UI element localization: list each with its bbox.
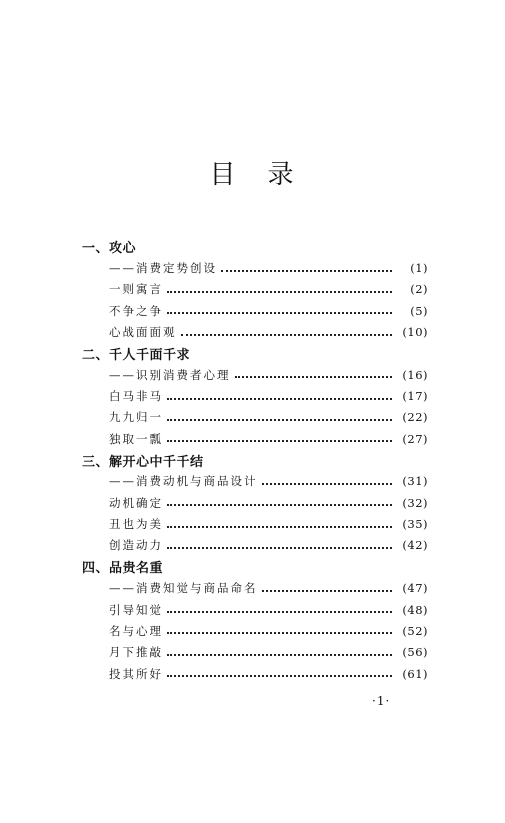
toc-entry-label: 不争之争 bbox=[109, 303, 163, 318]
table-of-contents bbox=[82, 236, 428, 684]
toc-entry bbox=[86, 599, 428, 620]
dot-leader bbox=[167, 546, 392, 549]
toc-entry bbox=[86, 321, 428, 342]
toc-entry-page: (16) bbox=[402, 367, 428, 382]
toc-entry-page: (27) bbox=[402, 431, 428, 446]
toc-entry-label: 丑也为美 bbox=[109, 517, 163, 532]
dot-leader bbox=[167, 397, 392, 400]
toc-entry bbox=[86, 578, 428, 599]
toc-entry-label: ——识别消费者心理 bbox=[109, 367, 231, 382]
toc-entry-label: 一则寓言 bbox=[109, 282, 163, 297]
toc-section-heading bbox=[82, 449, 428, 470]
toc-entry-label: 动机确定 bbox=[109, 495, 163, 510]
toc-entry bbox=[86, 428, 428, 449]
dot-leader bbox=[262, 589, 393, 592]
toc-entry-page: (5) bbox=[410, 303, 428, 318]
section-heading-text: 二、千人千面千求 bbox=[82, 347, 191, 363]
dot-leader bbox=[167, 439, 392, 442]
toc-entry bbox=[86, 642, 428, 663]
section-heading-text: 一、攻心 bbox=[82, 241, 137, 257]
toc-entry-label: 月下推敲 bbox=[109, 645, 163, 660]
toc-entry-page: (22) bbox=[402, 410, 428, 425]
toc-entry-label: ——消费知觉与商品命名 bbox=[109, 581, 258, 596]
toc-entry bbox=[86, 279, 428, 300]
dot-leader bbox=[167, 503, 392, 506]
toc-entry-page: (1) bbox=[410, 261, 428, 276]
toc-entry-label: ——消费定势创设 bbox=[109, 261, 217, 276]
toc-entry-label: 引导知觉 bbox=[109, 602, 163, 617]
toc-entry-page: (35) bbox=[402, 517, 428, 532]
page-title-part-1: 目 bbox=[209, 160, 238, 190]
toc-entry-label: 创造动力 bbox=[109, 538, 163, 553]
dot-leader bbox=[262, 482, 393, 485]
toc-entry-page: (47) bbox=[402, 581, 428, 596]
toc-entry-label: 九九归一 bbox=[109, 410, 163, 425]
toc-entry-page: (42) bbox=[402, 538, 428, 553]
toc-entry bbox=[86, 364, 428, 385]
section-heading-text: 三、解开心中千千结 bbox=[82, 454, 204, 470]
dot-leader bbox=[167, 418, 392, 421]
dot-leader bbox=[167, 525, 392, 528]
toc-entry-page: (61) bbox=[402, 666, 428, 681]
toc-entry-label: 心战面面观 bbox=[109, 325, 177, 340]
toc-entry bbox=[86, 385, 428, 406]
toc-entry-page: (52) bbox=[402, 623, 428, 638]
toc-entry bbox=[86, 407, 428, 428]
toc-section-heading bbox=[82, 556, 428, 577]
dot-leader bbox=[167, 290, 392, 293]
toc-entry-page: (48) bbox=[402, 602, 428, 617]
page-title bbox=[0, 158, 505, 192]
dot-leader bbox=[221, 269, 392, 272]
toc-entry bbox=[86, 513, 428, 534]
toc-entry bbox=[86, 471, 428, 492]
toc-entry bbox=[86, 492, 428, 513]
dot-leader bbox=[167, 311, 392, 314]
toc-entry bbox=[86, 535, 428, 556]
toc-entry bbox=[86, 300, 428, 321]
dot-leader bbox=[167, 631, 392, 634]
toc-entry-label: 独取一瓢 bbox=[109, 431, 163, 446]
section-heading-text: 四、品贵名重 bbox=[82, 561, 164, 577]
page-title-part-2: 录 bbox=[267, 160, 296, 190]
toc-entry-label: ——消费动机与商品设计 bbox=[109, 474, 258, 489]
toc-entry-label: 名与心理 bbox=[109, 623, 163, 638]
toc-entry bbox=[86, 620, 428, 641]
toc-section-heading bbox=[82, 236, 428, 257]
toc-entry bbox=[86, 663, 428, 684]
dot-leader bbox=[167, 653, 392, 656]
page-number: ·1· bbox=[372, 694, 391, 708]
dot-leader bbox=[235, 375, 393, 378]
toc-entry-page: (2) bbox=[410, 282, 428, 297]
toc-section-heading bbox=[82, 343, 428, 364]
dot-leader bbox=[167, 674, 392, 677]
toc-entry-page: (56) bbox=[402, 645, 428, 660]
toc-entry-page: (31) bbox=[402, 474, 428, 489]
toc-entry-page: (32) bbox=[402, 495, 428, 510]
toc-entry bbox=[86, 257, 428, 278]
toc-entry-page: (10) bbox=[402, 325, 428, 340]
dot-leader bbox=[167, 610, 392, 613]
toc-entry-label: 投其所好 bbox=[109, 666, 163, 681]
toc-entry-label: 白马非马 bbox=[109, 389, 163, 404]
toc-entry-page: (17) bbox=[402, 389, 428, 404]
dot-leader bbox=[181, 333, 393, 336]
